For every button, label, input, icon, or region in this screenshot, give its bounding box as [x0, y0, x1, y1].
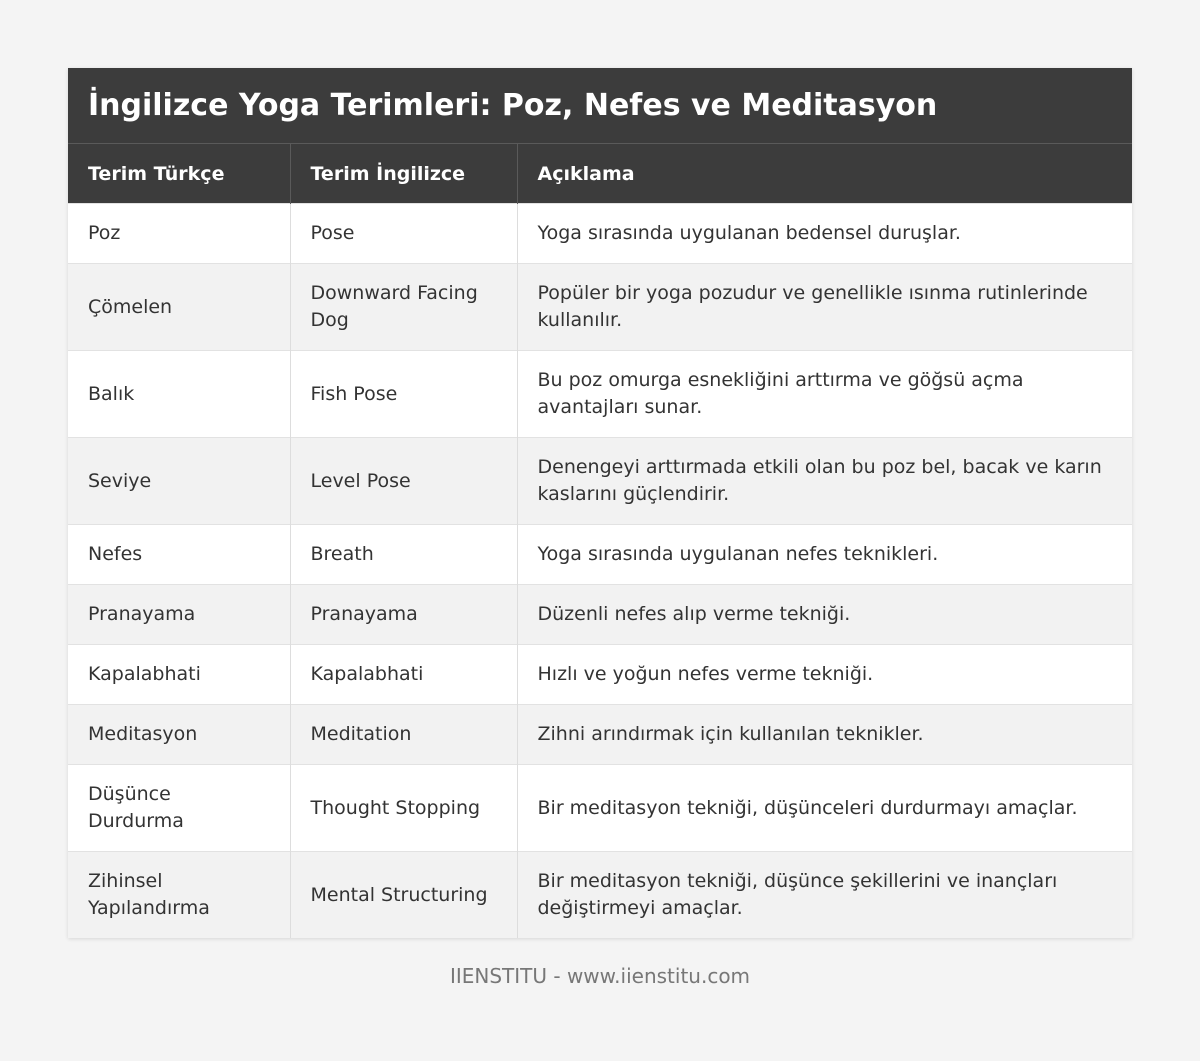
table-row	[68, 264, 1132, 351]
cell-english: Meditation	[290, 705, 517, 765]
cell-description: Zihni arındırmak için kullanılan teknikler.	[517, 705, 1132, 765]
table-row	[68, 645, 1132, 705]
cell-description: Yoga sırasında uygulanan bedensel duruşlar.	[517, 204, 1132, 264]
cell-turkish: Düşünce Durdurma	[68, 765, 290, 852]
table-row	[68, 705, 1132, 765]
cell-english: Fish Pose	[290, 351, 517, 438]
cell-description: Hızlı ve yoğun nefes verme tekniği.	[517, 645, 1132, 705]
cell-english: Breath	[290, 525, 517, 585]
table-row	[68, 204, 1132, 264]
cell-turkish: Balık	[68, 351, 290, 438]
cell-english: Kapalabhati	[290, 645, 517, 705]
cell-description: Denengeyi arttırmada etkili olan bu poz bel, bacak ve karın kaslarını güçlendirir.	[517, 438, 1132, 525]
column-header-english: Terim İngilizce	[290, 144, 517, 204]
cell-english: Mental Structuring	[290, 852, 517, 939]
page-title: İngilizce Yoga Terimleri: Poz, Nefes ve Meditasyon	[68, 68, 1132, 144]
cell-turkish: Nefes	[68, 525, 290, 585]
cell-turkish: Zihinsel Yapılandırma	[68, 852, 290, 939]
cell-english: Downward Facing Dog	[290, 264, 517, 351]
table-row	[68, 852, 1132, 939]
cell-english: Thought Stopping	[290, 765, 517, 852]
table-row	[68, 765, 1132, 852]
cell-description: Düzenli nefes alıp verme tekniği.	[517, 585, 1132, 645]
column-header-turkish: Terim Türkçe	[68, 144, 290, 204]
cell-turkish: Pranayama	[68, 585, 290, 645]
cell-english: Level Pose	[290, 438, 517, 525]
terms-card	[68, 68, 1132, 938]
terms-table	[68, 144, 1132, 938]
footer-source: IIENSTITU - www.iienstitu.com	[449, 964, 751, 988]
cell-description: Popüler bir yoga pozudur ve genellikle ısınma rutinlerinde kullanılır.	[517, 264, 1132, 351]
cell-turkish: Seviye	[68, 438, 290, 525]
cell-turkish: Çömelen	[68, 264, 290, 351]
cell-turkish: Poz	[68, 204, 290, 264]
cell-turkish: Meditasyon	[68, 705, 290, 765]
cell-description: Bir meditasyon tekniği, düşünceleri durdurmayı amaçlar.	[517, 765, 1132, 852]
table-row	[68, 438, 1132, 525]
table-row	[68, 351, 1132, 438]
cell-description: Bir meditasyon tekniği, düşünce şekillerini ve inançları değiştirmeyi amaçlar.	[517, 852, 1132, 939]
table-row	[68, 525, 1132, 585]
cell-turkish: Kapalabhati	[68, 645, 290, 705]
table-header-row	[68, 144, 1132, 204]
column-header-description: Açıklama	[517, 144, 1132, 204]
cell-description: Yoga sırasında uygulanan nefes teknikleri.	[517, 525, 1132, 585]
cell-english: Pranayama	[290, 585, 517, 645]
cell-english: Pose	[290, 204, 517, 264]
table-row	[68, 585, 1132, 645]
cell-description: Bu poz omurga esnekliğini arttırma ve göğsü açma avantajları sunar.	[517, 351, 1132, 438]
